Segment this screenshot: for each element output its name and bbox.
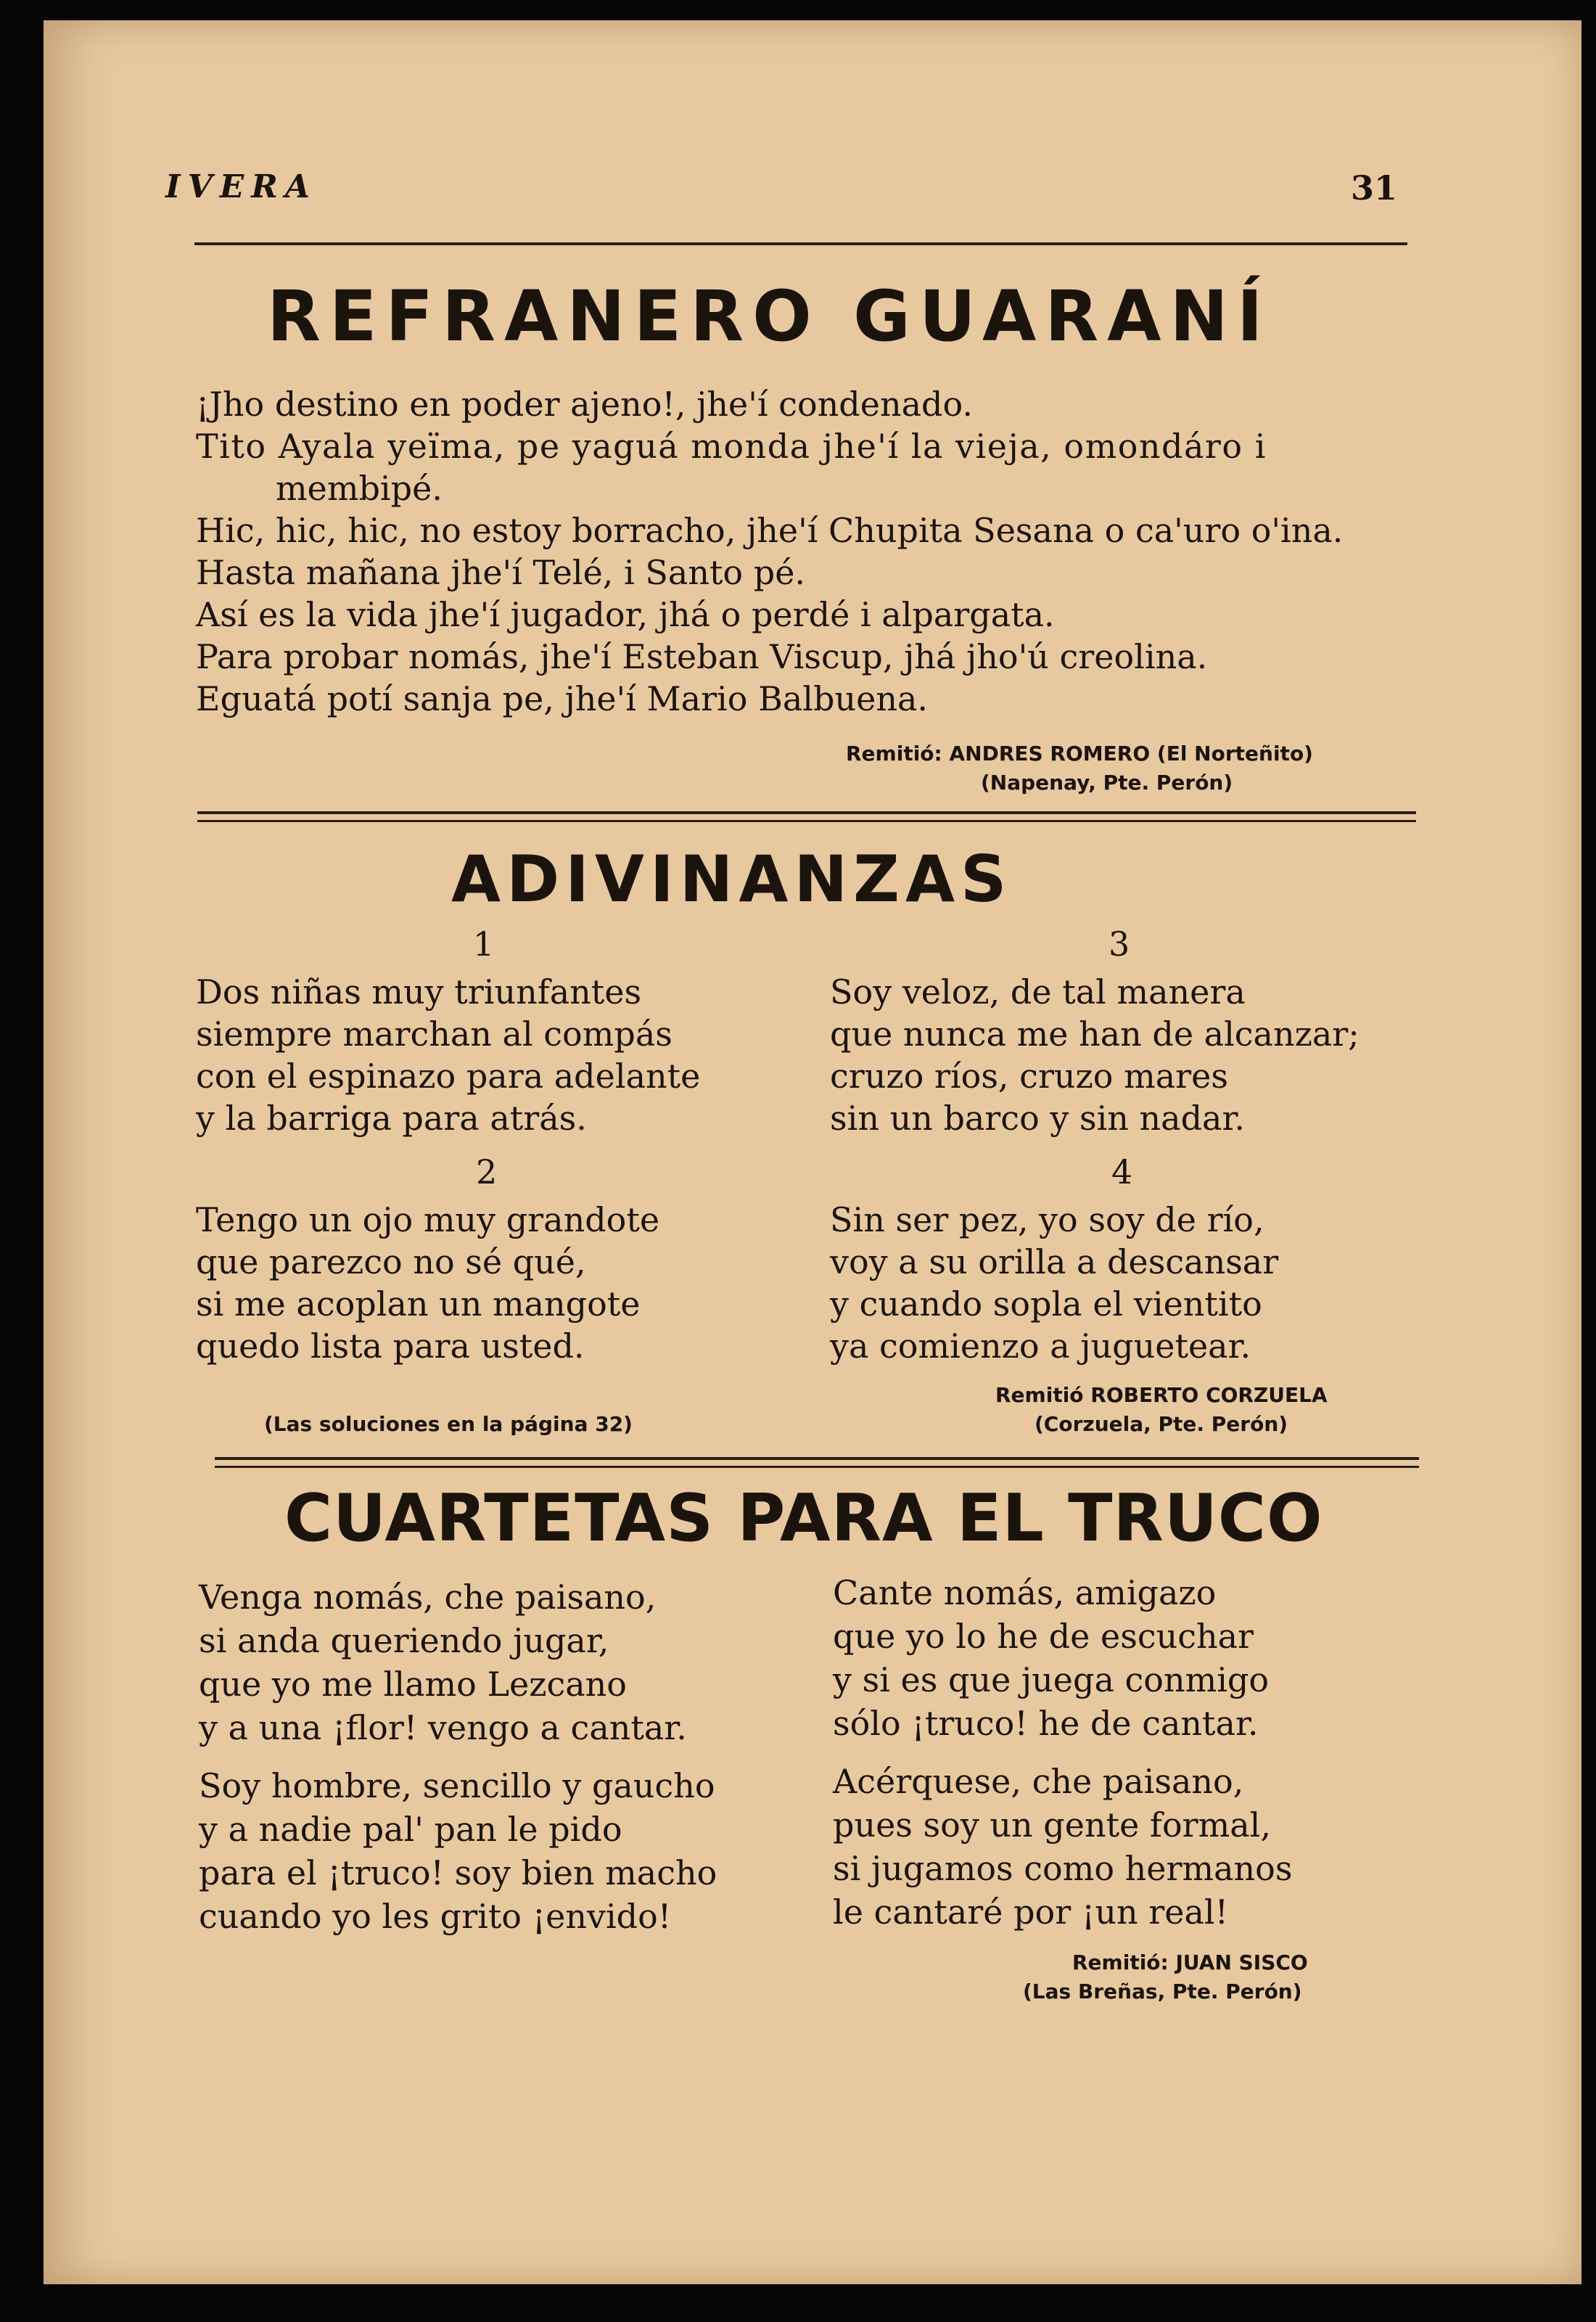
stanza-line: pues soy un gente formal, — [833, 1805, 1272, 1845]
refranero-credit: Remitió: ANDRES ROMERO (El Norteñito) — [846, 742, 1313, 766]
riddle-line: quedo lista para usted. — [196, 1326, 585, 1366]
stanza-line: le cantaré por ¡un real! — [833, 1892, 1229, 1932]
refran-line: Eguatá potí sanja pe, jhe'í Mario Balbuena. — [196, 679, 928, 718]
stanza-line: que yo me llamo Lezcano — [199, 1665, 627, 1704]
header-rule — [194, 242, 1407, 245]
refran-line: ¡Jho destino en poder ajeno!, jhe'í condenado. — [196, 385, 973, 424]
riddle-number: 3 — [1108, 924, 1130, 964]
riddle-line: siempre marchan al compás — [196, 1014, 672, 1054]
riddle-line: con el espinazo para adelante — [196, 1057, 701, 1096]
stanza-line: Soy hombre, sencillo y gaucho — [199, 1766, 715, 1805]
refranero-credit-place: (Napenay, Pte. Perón) — [981, 771, 1233, 795]
refran-line: Para probar nomás, jhe'í Esteban Viscup, jhá jho'ú creolina. — [196, 637, 1208, 676]
section-rule — [215, 1466, 1419, 1468]
riddle-line: que nunca me han de alcanzar; — [830, 1014, 1360, 1054]
refran-line: Hasta mañana jhe'í Telé, i Santo pé. — [196, 553, 806, 592]
riddle-line: voy a su orilla a descansar — [830, 1242, 1279, 1281]
riddle-line: sin un barco y sin nadar. — [830, 1099, 1246, 1138]
solutions-note: (Las soluciones en la página 32) — [264, 1412, 633, 1436]
stanza-line: y si es que juega conmigo — [833, 1660, 1270, 1699]
riddle-line: Dos niñas muy triunfantes — [196, 972, 642, 1012]
page-number: 31 — [1351, 168, 1398, 208]
stanza-line: sólo ¡truco! he de cantar. — [833, 1704, 1259, 1743]
refran-line: Hic, hic, hic, no estoy borracho, jhe'í Chupita Sesana o ca'uro o'ina. — [196, 511, 1344, 550]
riddle-line: que parezco no sé qué, — [196, 1242, 586, 1281]
riddle-line: ya comienzo a juguetear. — [830, 1326, 1251, 1366]
riddle-number: 4 — [1111, 1152, 1133, 1191]
riddle-number: 2 — [476, 1152, 498, 1191]
adivinanzas-credit: Remitió ROBERTO CORZUELA — [995, 1383, 1328, 1407]
adivinanzas-title: ADIVINANZAS — [451, 842, 1013, 916]
section-rule — [197, 820, 1416, 822]
stanza-line: que yo lo he de escuchar — [833, 1617, 1254, 1656]
riddle-line: si me acoplan un mangote — [196, 1284, 641, 1324]
stanza-line: Acérquese, che paisano, — [833, 1762, 1244, 1801]
stanza-line: para el ¡truco! soy bien macho — [199, 1853, 717, 1892]
stanza-line: cuando yo les grito ¡envido! — [199, 1897, 672, 1936]
stanza-line: Venga nomás, che paisano, — [199, 1578, 657, 1617]
magazine-page — [44, 20, 1581, 2284]
section-rule — [197, 811, 1416, 814]
refran-line: Tito Ayala yeïma, pe yaguá monda jhe'í la vieja, omondáro i — [196, 427, 1267, 466]
refranero-title: REFRANERO GUARANÍ — [267, 276, 1272, 357]
section-rule — [215, 1457, 1419, 1460]
stanza-line: y a nadie pal' pan le pido — [199, 1810, 622, 1849]
stanza-line: si anda queriendo jugar, — [199, 1621, 609, 1660]
stanza-line: si jugamos como hermanos — [833, 1849, 1293, 1888]
riddle-line: Tengo un ojo muy grandote — [196, 1200, 660, 1239]
stanza-line: Cante nomás, amigazo — [833, 1573, 1217, 1612]
refran-line: membipé. — [276, 469, 443, 508]
riddle-line: y la barriga para atrás. — [196, 1099, 587, 1138]
cuartetas-credit: Remitió: JUAN SISCO — [1072, 1950, 1308, 1974]
running-title: IVERA — [165, 168, 317, 205]
riddle-line: y cuando sopla el vientito — [830, 1284, 1262, 1324]
riddle-line: Sin ser pez, yo soy de río, — [830, 1200, 1264, 1239]
cuartetas-title: CUARTETAS PARA EL TRUCO — [284, 1480, 1323, 1556]
riddle-line: Soy veloz, de tal manera — [830, 972, 1246, 1012]
riddle-line: cruzo ríos, cruzo mares — [830, 1057, 1228, 1096]
cuartetas-credit-place: (Las Breñas, Pte. Perón) — [1023, 1980, 1302, 2003]
riddle-number: 1 — [473, 924, 495, 964]
adivinanzas-credit-place: (Corzuela, Pte. Perón) — [1034, 1412, 1288, 1436]
refran-line: Así es la vida jhe'í jugador, jhá o perdé i alpargata. — [196, 595, 1055, 634]
stanza-line: y a una ¡flor! vengo a cantar. — [199, 1708, 687, 1747]
